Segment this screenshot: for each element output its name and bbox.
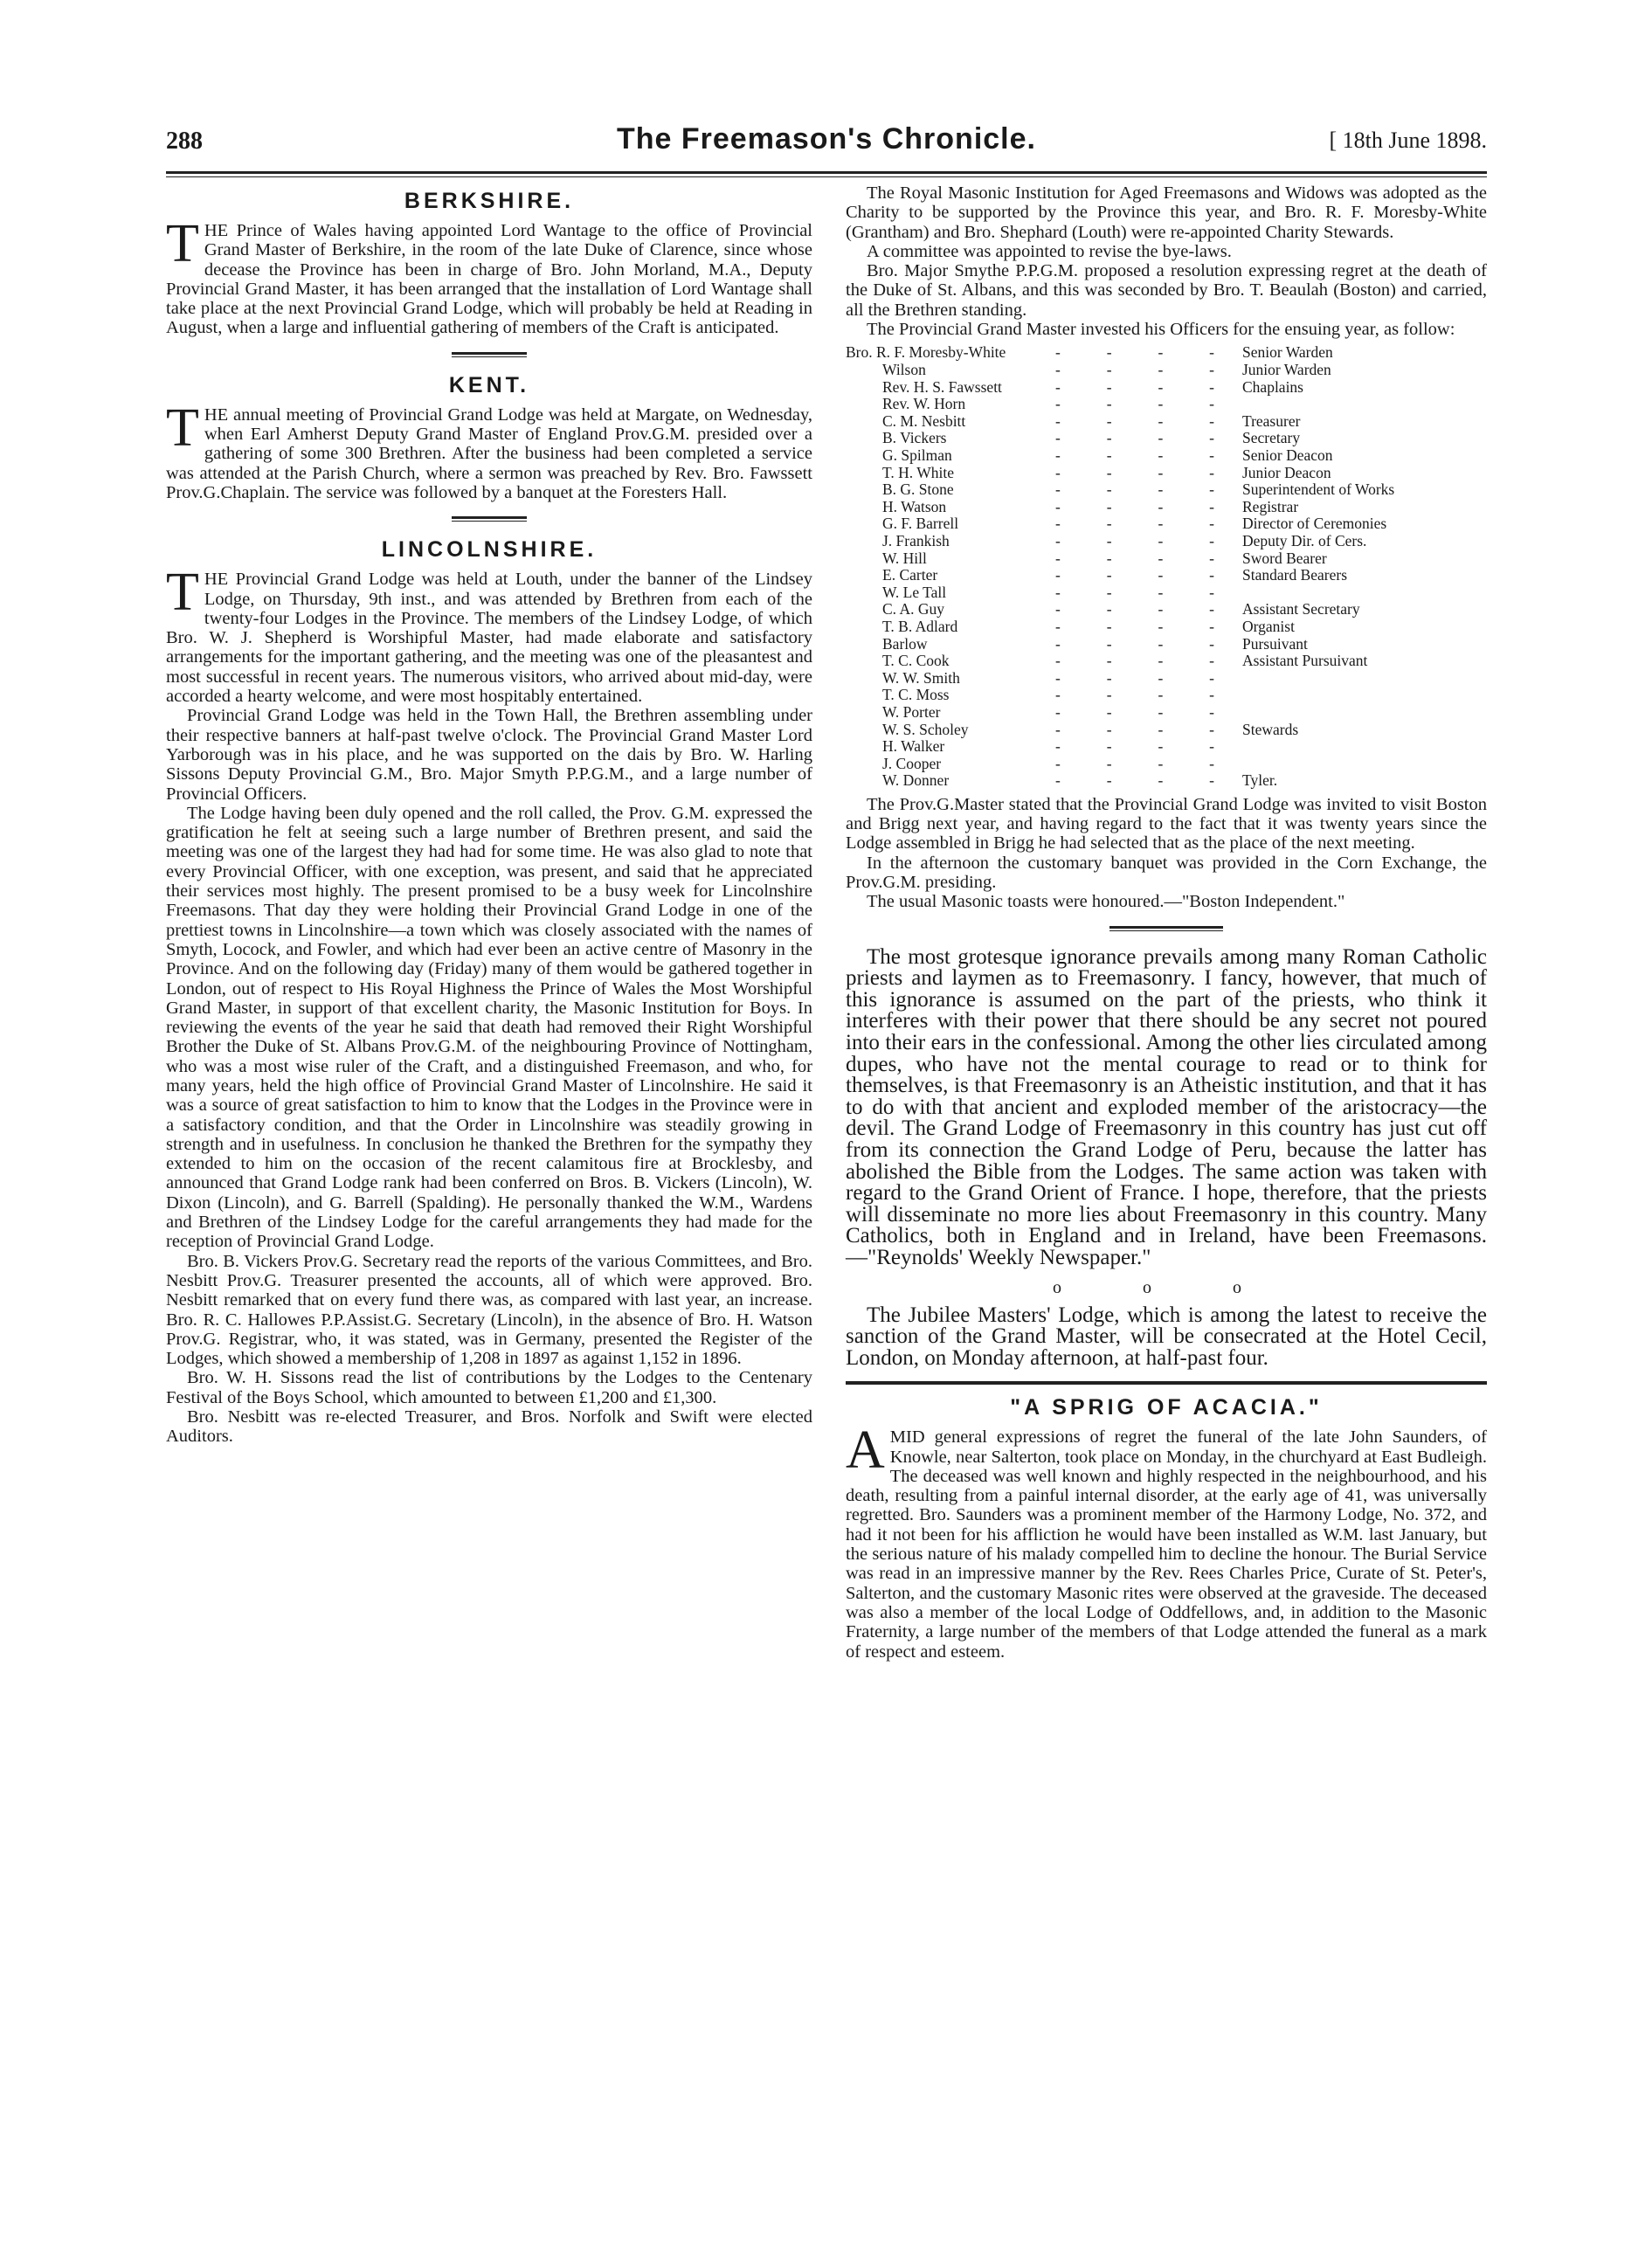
ignorance-paragraph: The most grotesque ignorance prevails among many Roman Catholic priests and laymen as to Freemasonry. I fancy, however, that much of this ignorance is assumed on the part of the priests, who think it interferes with their power that there should be any secret not poured into their ears in the confessional. Among the other lies circulated among dupes, who have not the mental courage to read or to think for themselves, is that Freemasonry is an Atheistic institution, and that it has to do with that ancient and exploded member of the aristocracy—the devil. The Grand Lodge of Freemasonry in this country has just cut off from its connection the Grand Lodge of Peru, because the latter has abolished the Bible from the Lodges. The same action was taken with regard to the Grand Orient of France. I hope, therefore, that the priests will disseminate no more lies about Freemasonry in this country. Many Catholics, both in England and in Ireland, have been Freemasons.—"Reynolds' Weekly Newspaper." <box>846 944 1487 1269</box>
officer-row <box>846 738 1487 756</box>
officer-office: Senior Deacon <box>1242 446 1333 465</box>
berkshire-article <box>166 214 812 338</box>
officer-row <box>846 635 1487 653</box>
left-column <box>166 183 812 1447</box>
leader-dashes: - - - - <box>1055 361 1214 379</box>
lincolnshire-paragraph-4: Bro. B. Vickers Prov.G. Secretary read the reports of the various Committees, and Bro. Nesbitt Prov.G. Treasurer presented the accounts, all of which were approved. Bro. Nesbitt remarked that on every fund there was, as compared with last year, an increase. Bro. R. C. Hallowes P.P.Assist.G. Secretary (Lincoln), in the absence of Bro. H. Watson Prov.G. Registrar, who, it was stated, was in Germany, presented the Register of the Lodges, which showed a membership of 1,208 in 1897 as against 1,152 in 1896. <box>166 1251 812 1369</box>
officer-name: T. C. Moss <box>882 686 950 704</box>
officer-name: W. Donner <box>882 771 950 790</box>
officer-name: Barlow <box>882 634 928 653</box>
officer-office: Deputy Dir. of Cers. <box>1242 532 1367 549</box>
officer-office: Stewards <box>1242 720 1299 738</box>
leader-dashes: - - - - <box>1055 754 1214 772</box>
officer-name: B. Vickers <box>882 429 947 447</box>
officer-office: Assistant Pursuivant <box>1242 652 1368 670</box>
officer-name: Rev. W. Horn <box>882 395 966 413</box>
header-rule-thin <box>166 176 1487 177</box>
officer-name: W. Porter <box>882 702 941 721</box>
leader-dashes: - - - - <box>1055 737 1214 756</box>
leader-dashes: - - - - <box>1055 532 1214 549</box>
lincolnshire-cont-paragraph-3: Bro. Major Smythe P.P.G.M. proposed a resolution expressing regret at the death of the Duke of St. Albans, and this was seconded by Bro. T. Beaulah (Boston) and carried, all the Brethren standing. <box>846 261 1487 320</box>
issue-date: [ 18th June 1898. <box>1329 128 1487 153</box>
officer-office: Junior Deacon <box>1242 463 1331 481</box>
officer-office: Sword Bearer <box>1242 549 1327 567</box>
officer-name: C. M. Nesbitt <box>882 411 966 430</box>
officer-row <box>846 687 1487 704</box>
officer-office: Registrar <box>1242 497 1299 515</box>
officer-row <box>846 430 1487 447</box>
lincolnshire-paragraph-2: Provincial Grand Lodge was held in the Town Hall, the Brethren assembling under their respective banners at half-past twelve o'clock. The Provincial Grand Master Lord Yarborough was in his place, and he was supported on the dais by Bro. W. Harling Sissons Deputy Provincial G.M., Bro. Major Smyth P.P.G.M., and a large number of Provincial Officers. <box>166 706 812 804</box>
section-divider <box>1109 926 1223 931</box>
officer-row <box>846 413 1487 431</box>
leader-dashes: - - - - <box>1055 480 1214 499</box>
officer-name: Wilson <box>882 361 926 379</box>
leader-dashes: - - - - <box>1055 566 1214 584</box>
officer-row <box>846 465 1487 482</box>
berkshire-dropcap: T <box>166 214 199 273</box>
officer-office: Organist <box>1242 617 1295 635</box>
lincolnshire-cont-paragraph-4: The Provincial Grand Master invested his Officers for the ensuing year, as follow: <box>867 320 1455 340</box>
leader-dashes: - - - - <box>1055 463 1214 481</box>
leader-dashes: - - - - <box>1055 634 1214 653</box>
leader-dashes: - - - - <box>1055 771 1214 790</box>
kent-article <box>166 397 812 502</box>
officer-name: J. Cooper <box>882 754 942 772</box>
leader-dashes: - - - - <box>1055 686 1214 704</box>
leader-dashes: - - - - <box>1055 343 1214 362</box>
ornament-separator: o o o <box>1053 1277 1280 1297</box>
berkshire-heading: BERKSHIRE. <box>404 189 575 213</box>
officer-name: G. F. Barrell <box>882 515 959 533</box>
lincolnshire-paragraph-5: Bro. W. H. Sissons read the list of contributions by the Lodges to the Centenary Festival of the Boys School, which amounted to between £1,200 and £1,300. <box>166 1368 812 1407</box>
lincolnshire-article <box>166 563 812 1447</box>
officer-name: B. G. Stone <box>882 480 954 499</box>
section-divider <box>452 516 527 522</box>
officer-row <box>846 447 1487 465</box>
officer-office: Senior Warden <box>1242 343 1333 362</box>
page-number: 288 <box>166 128 203 155</box>
officer-office: Junior Warden <box>1242 361 1331 379</box>
officer-row <box>846 344 1487 362</box>
officer-office: Tyler. <box>1242 771 1278 790</box>
acacia-article <box>846 1420 1487 1662</box>
officer-name: W. W. Smith <box>882 668 960 687</box>
lincolnshire-cont-paragraph-2: A committee was appointed to revise the bye-laws. <box>867 241 1232 261</box>
officer-row <box>846 584 1487 602</box>
header-rule <box>166 171 1487 174</box>
leader-dashes: - - - - <box>1055 446 1214 465</box>
officer-row <box>846 601 1487 619</box>
officer-name: J. Frankish <box>882 532 950 549</box>
lincolnshire-paragraph-1: HE Provincial Grand Lodge was held at Louth, under the banner of the Lindsey Lodge, on Thursday, 9th inst., and was attended by Brethren from each of the twenty-four Lodges in the Province. The members of the Lindsey Lodge, of which Bro. W. J. Shepherd is Worshipful Master, had made elaborate and satisfactory arrangements for the important gathering, and the meeting was one of the pleasantest and most successful in recent years. The numerous visitors, who arrived about mid-day, were accorded a hearty welcome, and were most hospitably entertained. <box>166 570 812 707</box>
lincolnshire-cont-paragraph-7: The usual Masonic toasts were honoured.—"Boston Independent." <box>867 892 1345 912</box>
officer-office: Treasurer <box>1242 411 1301 430</box>
lincolnshire-paragraph-3: The Lodge having been duly opened and the roll called, the Prov. G.M. expressed the gratification he felt at seeing such a large number of Brethren present, and said the meeting was one of the largest they had had for some time. He was also glad to note that every Provincial Officer, with one exception, was present, and said that he appreciated their services most highly. The present promised to be a busy week for Lincolnshire Freemasons. That day they were holding their Provincial Grand Lodge in one of the prettiest towns in Lincolnshire—a town which was closely associated with the names of Smyth, Locock, and Fowler, and which had ever been an active centre of Masonry in the Province. And on the following day (Friday) many of them would be gathered together in London, out of respect to His Royal Highness the Prince of Wales the Most Worshipful Grand Master, in support of that excellent charity, the Masonic Institution for Boys. In reviewing the events of the year he said that death had removed their Right Worshipful Brother the Duke of St. Albans Prov.G.M. of the neighbouring Province of Nottingham, who was a most wise ruler of the Craft, and a distinguished Freemason, and who, for many years, held the high office of Provincial Grand Master of Lincolnshire. He said it was a source of great satisfaction to him to know that the Lodges in the Province were in a satisfactory condition, and that the Order in Lincolnshire was steadily growing in strength and in usefulness. In conclusion he thanked the Brethren for the sympathy they extended to him on the occasion of the recent calamitous fire at Brocklesby, and announced that Grand Lodge rank had been conferred on Bros. B. Vickers (Lincoln), W. Dixon (Lincoln), and G. Barrell (Spalding). He personally thanked the W.M., Wardens and Brethren of the Lindsey Lodge for the careful arrangements they had made for the reception of Provincial Grand Lodge. <box>166 803 812 1252</box>
officer-name: H. Watson <box>882 497 947 515</box>
officer-row <box>846 567 1487 584</box>
lincolnshire-cont-paragraph-1: The Royal Masonic Institution for Aged Freemasons and Widows was adopted as the Charity to be supported by the Province this year, and Bro. R. F. Moresby-White (Grantham) and Bro. Shephard (Louth) were re-appointed Charity Stewards. <box>846 183 1487 242</box>
masthead-title: The Freemason's Chronicle. <box>617 122 1036 155</box>
officer-office: Pursuivant <box>1242 634 1308 653</box>
officer-name: W. Le Tall <box>882 583 947 601</box>
kent-paragraph: HE annual meeting of Provincial Grand Lodge was held at Margate, on Wednesday, when Earl Amherst Deputy Grand Master of England Prov.G.M. presided over a gathering of some 300 Brethren. After the business had been completed a service was attended at the Parish Church, where a sermon was preached by Rev. Bro. Fawssett Prov.G.Chaplain. The service was followed by a banquet at the Foresters Hall. <box>166 404 812 502</box>
officer-name: Bro. R. F. Moresby-White <box>846 343 1006 362</box>
officer-name: T. C. Cook <box>882 652 950 670</box>
lincolnshire-cont-paragraph-6: In the afternoon the customary banquet was provided in the Corn Exchange, the Prov.G.M. presiding. <box>846 853 1487 892</box>
lincolnshire-heading: LINCOLNSHIRE. <box>381 537 598 563</box>
leader-dashes: - - - - <box>1055 702 1214 721</box>
leader-dashes: - - - - <box>1055 515 1214 533</box>
officer-office: Assistant Secretary <box>1242 600 1360 619</box>
kent-dropcap: T <box>166 397 199 458</box>
officer-row <box>846 499 1487 516</box>
leader-dashes: - - - - <box>1055 395 1214 413</box>
officer-row <box>846 481 1487 499</box>
acacia-heading: "A SPRIG OF ACACIA." <box>1010 1395 1323 1420</box>
officer-office: Director of Ceremonies <box>1242 515 1387 533</box>
ignorance-article <box>846 944 1487 1370</box>
berkshire-paragraph: HE Prince of Wales having appointed Lord Wantage to the office of Provincial Grand Master of Berkshire, in the room of the late Duke of Clarence, since whose decease the Province has been in charge of Bro. John Morland, M.A., Deputy Provincial Grand Master, it has been arranged that the installation of Lord Wantage shall take place at the next Provincial Grand Lodge, which will probably be held at Reading in August, when a large and influential gathering of members of the Craft is anticipated. <box>166 221 812 338</box>
leader-dashes: - - - - <box>1055 720 1214 738</box>
leader-dashes: - - - - <box>1055 652 1214 670</box>
officer-office: Secretary <box>1242 429 1301 447</box>
acacia-paragraph: MID general expressions of regret the funeral of the late John Saunders, of Knowle, near Salterton, took place on Monday, in the churchyard at East Budleigh. The deceased was well known and highly respected in the neighbourhood, and his death, resulting from a painful internal disorder, at the early age of 41, was universally regretted. Bro. Saunders was a prominent member of the Harmony Lodge, No. 372, and had it not been for his affliction he would have been installed as W.M. last January, but the serious nature of his malady compelled him to decline the honour. The Burial Service was read in an impressive manner by the Rev. Rees Charles Price, Curate of St. Peter's, Salterton, and the customary Masonic rites were observed at the graveside. The deceased was also a member of the local Lodge of Oddfellows, and, in addition to the Masonic Fraternity, a large number of the members of that Lodge attended the funeral as a mark of respect and esteem. <box>846 1427 1487 1662</box>
officer-name: C. A. Guy <box>882 600 944 619</box>
lincolnshire-dropcap: T <box>166 563 199 623</box>
leader-dashes: - - - - <box>1055 668 1214 687</box>
jubilee-paragraph: The Jubilee Masters' Lodge, which is among the latest to receive the sanction of the Grand Master, will be consecrated at the Hotel Cecil, London, on Monday afternoon, at half-past four. <box>846 1303 1487 1370</box>
section-rule <box>846 1381 1487 1385</box>
leader-dashes: - - - - <box>1055 377 1214 396</box>
officer-row <box>846 515 1487 533</box>
acacia-dropcap: A <box>846 1420 885 1481</box>
officer-name: T. H. White <box>882 463 954 481</box>
officer-row <box>846 379 1487 397</box>
leader-dashes: - - - - <box>1055 497 1214 515</box>
leader-dashes: - - - - <box>1055 617 1214 635</box>
officer-name: T. B. Adlard <box>882 617 958 635</box>
leader-dashes: - - - - <box>1055 429 1214 447</box>
officer-office: Chaplains <box>1242 377 1303 396</box>
officer-row <box>846 772 1487 790</box>
officer-row <box>846 721 1487 738</box>
page-header <box>166 122 1487 171</box>
officer-row <box>846 670 1487 688</box>
officer-row <box>846 653 1487 670</box>
leader-dashes: - - - - <box>1055 549 1214 567</box>
officers-list <box>846 344 1487 789</box>
officer-name: E. Carter <box>882 566 938 584</box>
leader-dashes: - - - - <box>1055 583 1214 601</box>
officer-name: H. Walker <box>882 737 945 756</box>
officer-name: Rev. H. S. Fawssett <box>882 377 1002 396</box>
officer-row <box>846 362 1487 379</box>
lincolnshire-paragraph-6: Bro. Nesbitt was re-elected Treasurer, and Bros. Norfolk and Swift were elected Auditors. <box>166 1407 812 1447</box>
officer-row <box>846 396 1487 413</box>
officer-row <box>846 619 1487 636</box>
officer-office: Standard Bearers <box>1242 566 1348 584</box>
officer-row <box>846 550 1487 568</box>
officer-name: W. Hill <box>882 549 927 567</box>
officer-name: G. Spilman <box>882 446 952 465</box>
officer-row <box>846 533 1487 550</box>
section-divider <box>452 352 527 357</box>
kent-heading: KENT. <box>448 372 530 397</box>
lincolnshire-cont-paragraph-5: The Prov.G.Master stated that the Provincial Grand Lodge was invited to visit Boston and Brigg next year, and having regard to the fact that it was twenty years since the Lodge assembled in Brigg he had selected that as the place of the next meeting. <box>846 794 1487 854</box>
officer-row <box>846 704 1487 722</box>
right-column <box>846 183 1487 1662</box>
leader-dashes: - - - - <box>1055 600 1214 619</box>
leader-dashes: - - - - <box>1055 411 1214 430</box>
officer-row <box>846 756 1487 773</box>
officer-name: W. S. Scholey <box>882 720 969 738</box>
officer-office: Superintendent of Works <box>1242 480 1395 499</box>
